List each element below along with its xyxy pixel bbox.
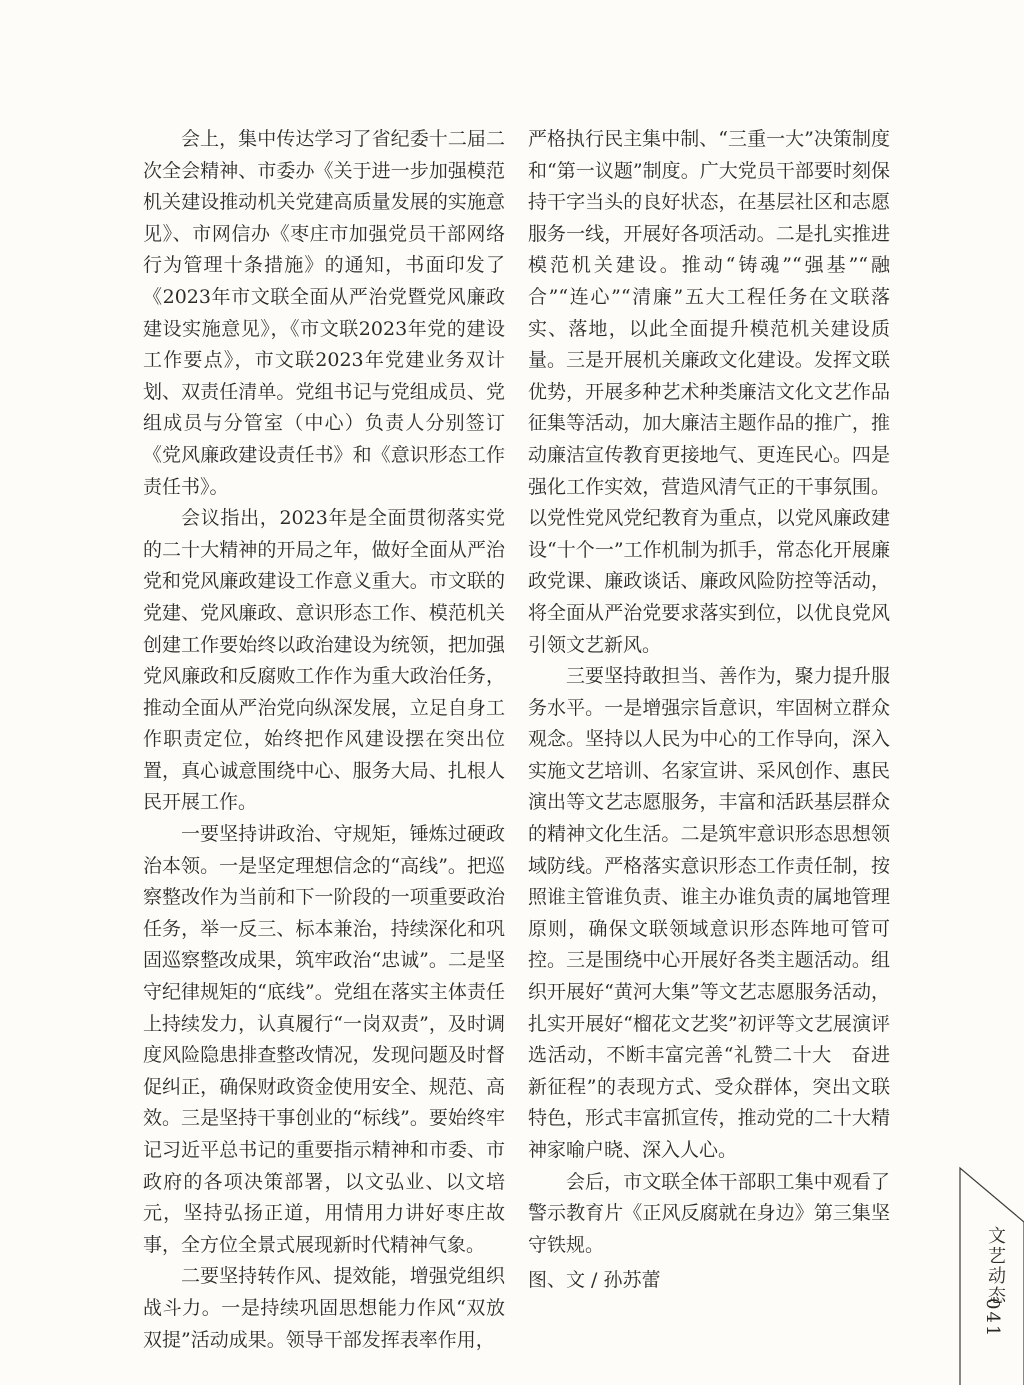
byline: 图、文 / 孙苏蕾 xyxy=(528,1269,661,1292)
paragraph: 会议指出，2023年是全面贯彻落实党的二十大精神的开局之年，做好全面从严治党和党风廉政建设工作意义重大。市文联的党建、党风廉政、意识形态工作、模范机关创建工作要始终以政治建设为统领，把加强党风廉政和反腐败工作作为重大政治任务，推动全面从严治党向纵深发展，立足自身工作职责定位，始终把作风建设摆在突出位置，真心诚意围绕中心、服务大局、扎根人民开展工作。 xyxy=(143,507,505,814)
paragraph: 二要坚持转作风、提效能，增强党组织战斗力。一是持续巩固思想能力作风“双放双提”活动成果。领导干部发挥表率作用， xyxy=(143,1265,505,1351)
left-column xyxy=(143,124,505,1356)
paragraph: 会后，市文联全体干部职工集中观看了警示教育片《正风反腐就在身边》第三集坚守铁规。 xyxy=(528,1170,890,1256)
paragraph: 严格执行民主集中制、“三重一大”决策制度和“第一议题”制度。广大党员干部要时刻保持干字当头的良好状态，在基层社区和志愿服务一线，开展好各项活动。二是扎实推进模范机关建设。推动“铸魂”“强基”“融合”“连心”“清廉”五大工程任务在文联落实、落地，以此全面提升模范机关建设质量。三是开展机关廉政文化建设。发挥文联优势，开展多种艺术种类廉洁文化文艺作品征集等活动，加大廉洁主题作品的推广，推动廉洁宣传教育更接地气、更连民心。四是强化工作实效，营造风清气正的干事氛围。以党性党风党纪教育为重点，以党风廉政建设“十个一”工作机制为抓手，常态化开展廉政党课、廉政谈话、廉政风险防控等活动，将全面从严治党要求落实到位，以优良党风引领文艺新风。 xyxy=(528,128,890,656)
page-number: 041 xyxy=(982,1298,1003,1339)
section-name: 文艺动态 xyxy=(985,1226,1006,1306)
paragraph: 会上，集中传达学习了省纪委十二届二次全会精神、市委办《关于进一步加强模范机关建设推动机关党建高质量发展的实施意见》、市网信办《枣庄市加强党员干部网络行为管理十条措施》的通知，书面印发了《2023年市文联全面从严治党暨党风廉政建设实施意见》，《市文联2023年党的建设工作要点》，市文联2023年党建业务双计划、双责任清单。党组书记与党组成员、党组成员与分管室（中心）负责人分别签订《党风廉政建设责任书》和《意识形态工作责任书》。 xyxy=(143,128,505,498)
right-column xyxy=(528,124,890,1297)
paragraph: 三要坚持敢担当、善作为，聚力提升服务水平。一是增强宗旨意识，牢固树立群众观念。坚持以人民为中心的工作导向，深入实施文艺培训、名家宣讲、采风创作、惠民演出等文艺志愿服务，丰富和活跃基层群众的精神文化生活。二是筑牢意识形态思想领域防线。严格落实意识形态工作责任制，按照谁主管谁负责、谁主办谁负责的属地管理原则，确保文联领域意识形态阵地可管可控。三是围绕中心开展好各类主题活动。组织开展好“黄河大集”等文艺志愿服务活动，扎实开展好“榴花文艺奖”初评等文艺展演评选活动，不断丰富完善“礼赞二十大 奋进新征程”的表现方式、受众群体，突出文联特色，形式丰富抓宣传，推动党的二十大精神家喻户晓、深入人心。 xyxy=(528,665,890,1161)
section-tab xyxy=(952,1166,1024,1385)
paragraph: 一要坚持讲政治、守规矩，锤炼过硬政治本领。一是坚定理想信念的“高线”。把巡察整改作为当前和下一阶段的一项重要政治任务，举一反三、标本兼治，持续深化和巩固巡察整改成果，筑牢政治“忠诚”。二是坚守纪律规矩的“底线”。党组在落实主体责任上持续发力，认真履行“一岗双责”，及时调度风险隐患排查整改情况，发现问题及时督促纠正，确保财政资金使用安全、规范、高效。三是坚持干事创业的“标线”。要始终牢记习近平总书记的重要指示精神和市委、市政府的各项决策部署，以文弘业、以文培元，坚持弘扬正道，用情用力讲好枣庄故事，全方位全景式展现新时代精神气象。 xyxy=(143,823,505,1256)
